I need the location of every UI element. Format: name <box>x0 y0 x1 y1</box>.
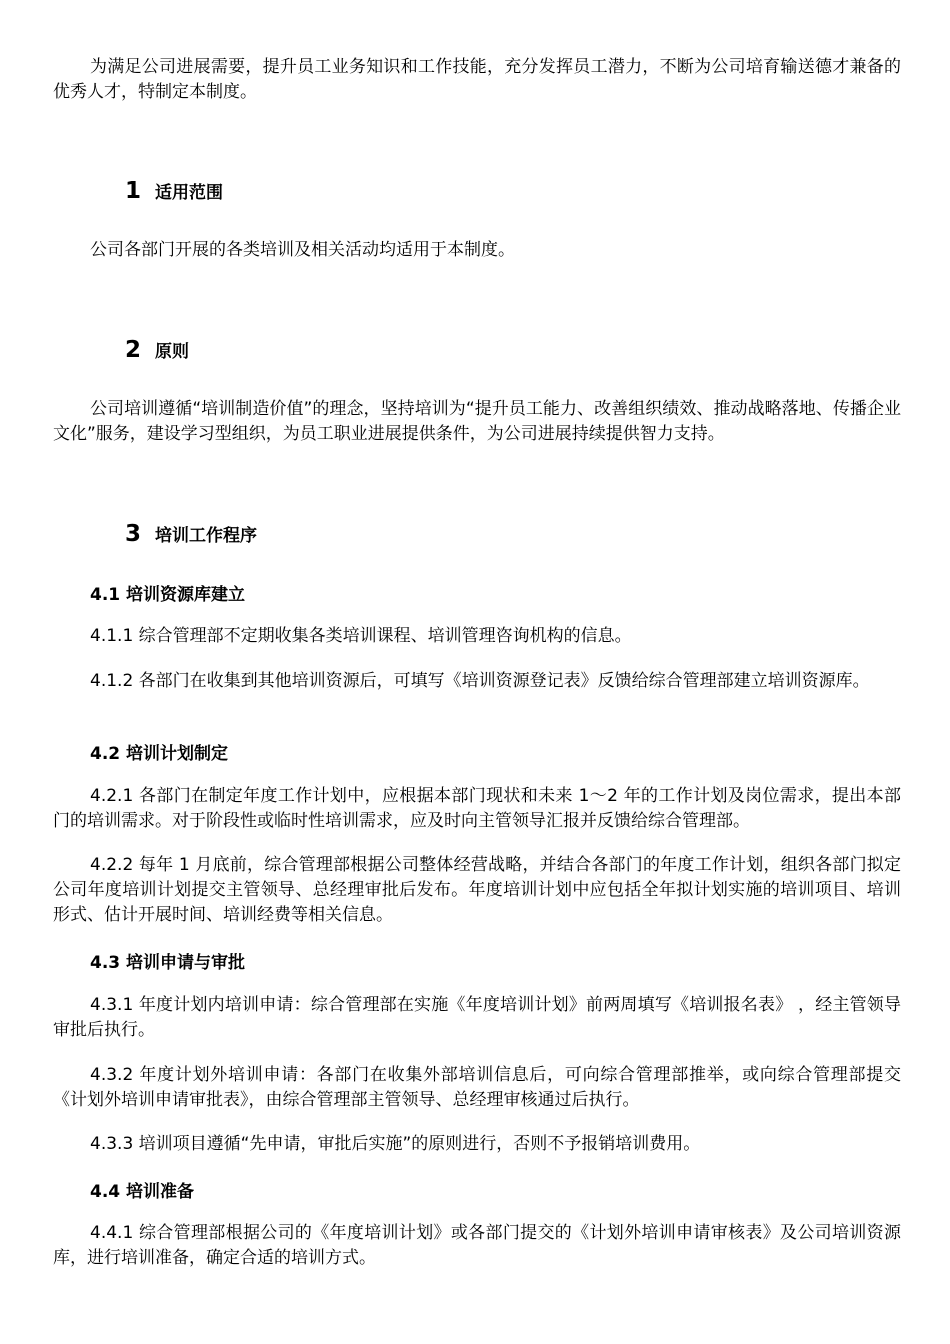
subsection-heading-4-2: 4.2 培训计划制定 <box>90 744 229 764</box>
section-number: 1 <box>125 178 142 204</box>
clause-4-3-2: 4.3.2 年度计划外培训申请：各部门在收集外部培训信息后，可向综合管理部推举，或向综合管理部提交《计划外培训申请审批表》，由综合管理部主管领导、总经理审核通过后执行。 <box>53 1065 901 1110</box>
section-title: 培训工作程序 <box>155 526 258 546</box>
section-title: 原则 <box>155 342 190 362</box>
clause-4-4-1: 4.4.1 综合管理部根据公司的《年度培训计划》或各部门提交的《计划外培训申请审核表》及公司培训资源库，进行培训准备，确定合适的培训方式。 <box>53 1223 901 1268</box>
subsection-heading-4-1: 4.1 培训资源库建立 <box>90 585 246 605</box>
subsection-heading-4-4: 4.4 培训准备 <box>90 1182 195 1202</box>
clause-4-2-1: 4.2.1 各部门在制定年度工作计划中，应根据本部门现状和未来 1～2 年的工作计划及岗位需求，提出本部门的培训需求。对于阶段性或临时性培训需求，应及时向主管领导汇报并反馈给综合管理部。 <box>53 786 901 831</box>
clause-4-3-3: 4.3.3 培训项目遵循“先申请，审批后实施”的原则进行，否则不予报销培训费用。 <box>90 1134 701 1154</box>
clause-4-2-2: 4.2.2 每年 1 月底前，综合管理部根据公司整体经营战略，并结合各部门的年度工作计划，组织各部门拟定公司年度培训计划提交主管领导、总经理审批后发布。年度培训计划中应包括全年拟计划实施的培训项目、培训形式、估计开展时间、培训经费等相关信息。 <box>53 855 901 925</box>
section-1-paragraph: 公司各部门开展的各类培训及相关活动均适用于本制度。 <box>90 240 515 260</box>
section-heading-1 <box>125 178 223 204</box>
intro-paragraph: 为满足公司进展需要，提升员工业务知识和工作技能，充分发挥员工潜力，不断为公司培育输送德才兼备的优秀人才，特制定本制度。 <box>53 57 901 102</box>
section-2-paragraph: 公司培训遵循“培训制造价值”的理念，坚持培训为“提升员工能力、改善组织绩效、推动战略落地、传播企业文化”服务，建设学习型组织，为员工职业进展提供条件，为公司进展持续提供智力支持。 <box>53 399 901 444</box>
clause-4-1-1: 4.1.1 综合管理部不定期收集各类培训课程、培训管理咨询机构的信息。 <box>90 626 632 646</box>
section-number: 3 <box>125 521 142 547</box>
section-heading-3 <box>125 521 257 547</box>
section-number: 2 <box>125 337 142 363</box>
clause-4-3-1: 4.3.1 年度计划内培训申请：综合管理部在实施《年度培训计划》前两周填写《培训报名表》 ，经主管领导审批后执行。 <box>53 995 901 1040</box>
section-heading-2 <box>125 337 189 363</box>
section-title: 适用范围 <box>155 183 224 203</box>
clause-4-1-2: 4.1.2 各部门在收集到其他培训资源后，可填写《培训资源登记表》反馈给综合管理部建立培训资源库。 <box>90 671 870 691</box>
subsection-heading-4-3: 4.3 培训申请与审批 <box>90 953 246 973</box>
